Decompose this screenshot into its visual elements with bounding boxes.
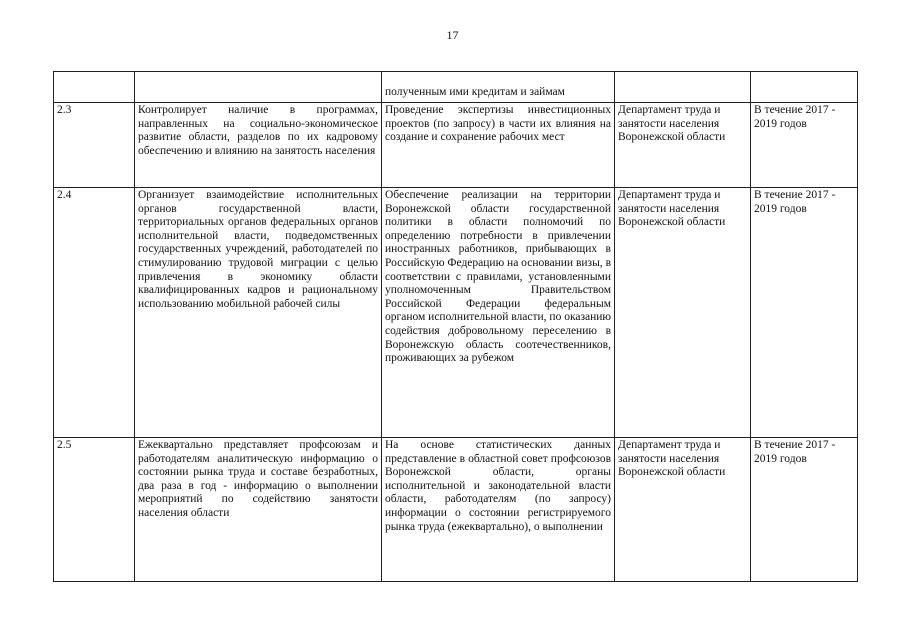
cell-function: Контролирует наличие в программах, направленных на социально-экономическое развитие области, разделов по их кадровому обеспечению и влиянию на занятость населения — [135, 103, 382, 188]
cell-activity: полученным ими кредитам и займам — [382, 72, 615, 103]
cell-function: Ежеквартально представляет профсоюзам и работодателям аналитическую информацию о состоянии рынка труда и составе безработных, два раза в год - информацию о выполнении мероприятий по содействию занятости населения области — [135, 438, 382, 582]
cell-number — [54, 72, 135, 103]
table-row — [54, 103, 858, 188]
cell-executor: Департамент труда и занятости населения Воронежской области — [615, 438, 751, 582]
cell-function — [135, 72, 382, 103]
cell-activity: Проведение экспертизы инвестиционных проектов (по запросу) в части их влияния на создание и сохранение рабочих мест — [382, 103, 615, 188]
cell-executor: Департамент труда и занятости населения Воронежской области — [615, 103, 751, 188]
cell-number: 2.5 — [54, 438, 135, 582]
cell-period — [751, 72, 858, 103]
cell-period: В течение 2017 - 2019 годов — [751, 103, 858, 188]
table-row — [54, 72, 858, 103]
cell-period: В течение 2017 - 2019 годов — [751, 438, 858, 582]
cell-executor: Департамент труда и занятости населения Воронежской области — [615, 188, 751, 438]
table-row — [54, 188, 858, 438]
table-row — [54, 438, 858, 582]
cell-executor — [615, 72, 751, 103]
measures-table — [53, 71, 858, 582]
cell-period: В течение 2017 - 2019 годов — [751, 188, 858, 438]
cell-number: 2.4 — [54, 188, 135, 438]
cell-activity: На основе статистических данных представление в областной совет профсоюзов Воронежской области, органы исполнительной и законодательной власти области, работодателям (по запросу) информации о состоянии регистрируемого рынка труда (ежеквартально), о выполнении — [382, 438, 615, 582]
page-number: 17 — [446, 28, 459, 42]
cell-activity: Обеспечение реализации на территории Воронежской области государственной политики в области полномочий по определению потребности в привлечении иностранных работников, прибывающих в Российскую Федерацию на основании визы, в соответствии с правилами, установленными уполномоченным Правительством Российской Федерации федеральным органом исполнительной власти, по оказанию содействия добровольному переселению в Воронежскую область соотечественников, проживающих за рубежом — [382, 188, 615, 438]
cell-function: Организует взаимодействие исполнительных органов государственной власти, территориальных органов федеральных органов исполнительной власти, подведомственных государственных учреждений, работодателей по стимулированию трудовой миграции с целью привлечения в экономику области квалифицированных кадров и рациональному использованию мобильной рабочей силы — [135, 188, 382, 438]
cell-number: 2.3 — [54, 103, 135, 188]
